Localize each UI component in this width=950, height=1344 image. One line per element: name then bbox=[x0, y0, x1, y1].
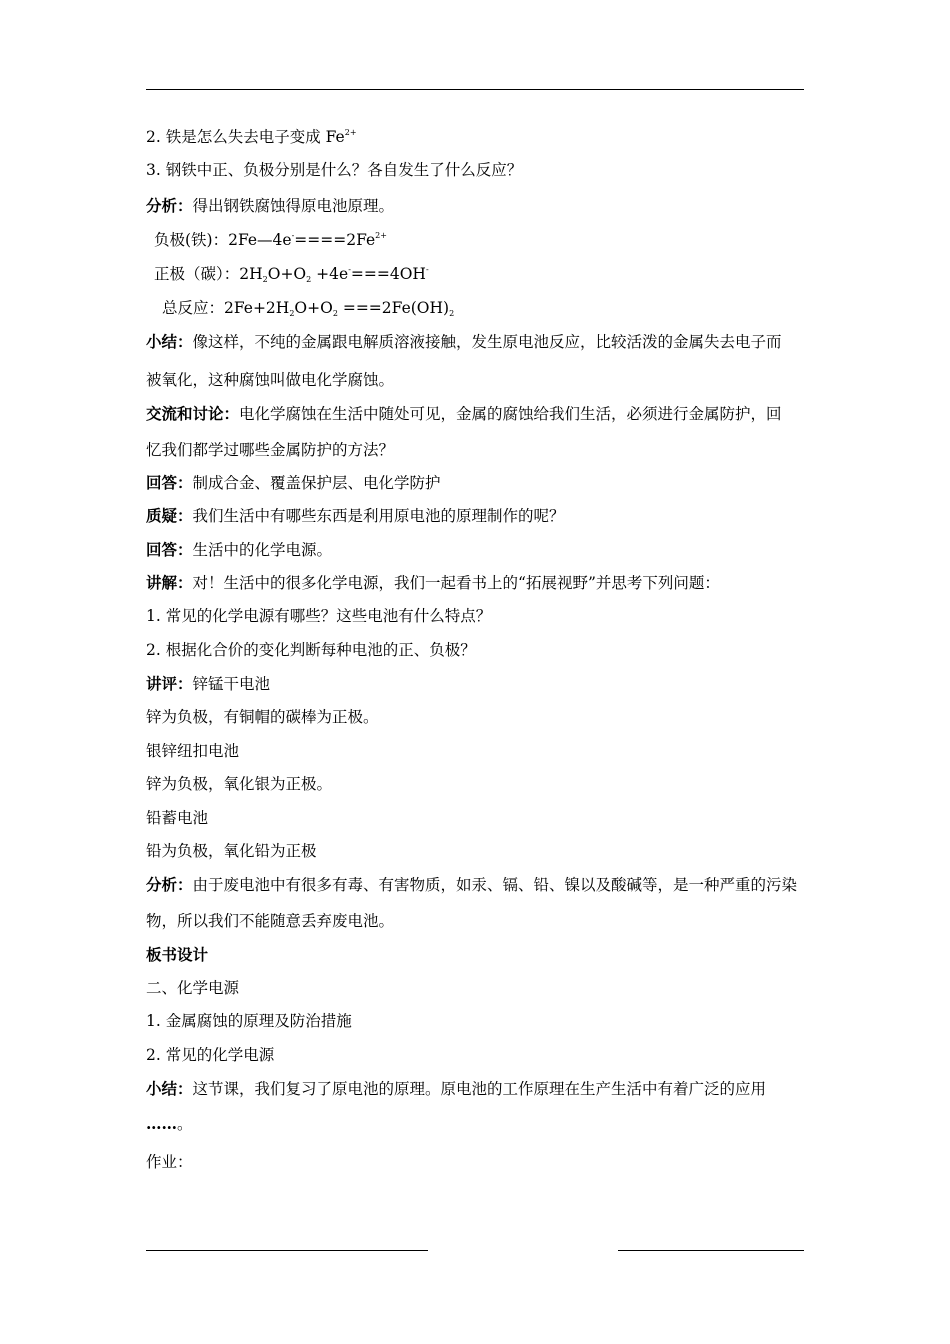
question-3: 3. 钢铁中正、负极分别是什么？各自发生了什么反应？ bbox=[146, 161, 523, 179]
discussion-line-1: 交流和讨论：电化学腐蚀在生活中随处可见，金属的腐蚀给我们生活，必须进行金属防护，回 bbox=[146, 404, 782, 423]
footer-rule-left bbox=[146, 1250, 428, 1251]
total-reaction-equation: 总反应：$2Fe+2H_2O+O_2 ===2Fe(OH)_2$ bbox=[162, 299, 455, 318]
analysis-2-line-2: 物，所以我们不能随意丢弃废电池。 bbox=[146, 912, 395, 930]
comment: 讲评：锌锰干电池 bbox=[146, 674, 271, 693]
answer-2: 回答：生活中的化学电源。 bbox=[146, 540, 333, 559]
board-item-2: 2. 常见的化学电源 bbox=[146, 1046, 275, 1064]
header-rule bbox=[146, 89, 804, 90]
homework: 作业： bbox=[146, 1153, 193, 1171]
explanation: 讲解：对！生活中的很多化学电源，我们一起看书上的“拓展视野”并思考下列问题： bbox=[146, 573, 720, 592]
silver-zinc-battery: 银锌纽扣电池 bbox=[146, 742, 240, 760]
summary-2-line-1: 小结：这节课，我们复习了原电池的原理。原电池的工作原理在生产生活中有着广泛的应用 bbox=[146, 1079, 767, 1098]
board-item-1: 1. 金属腐蚀的原理及防治措施 bbox=[146, 1012, 352, 1030]
problem-2: 2. 根据化合价的变化判断每种电池的正、负极？ bbox=[146, 641, 476, 659]
problem-1: 1. 常见的化学电源有哪些？这些电池有什么特点？ bbox=[146, 607, 492, 625]
answer-1: 回答：制成合金、覆盖保护层、电化学防护 bbox=[146, 473, 441, 492]
question-2: 2. 铁是怎么失去电子变成 $Fe^{2+}$ bbox=[146, 128, 357, 146]
board-design-heading: 板书设计 bbox=[146, 945, 209, 964]
zinc-manganese-note: 锌为负极，有铜帽的碳棒为正极。 bbox=[146, 708, 379, 726]
doubt-question: 质疑：我们生活中有哪些东西是利用原电池的原理制作的呢？ bbox=[146, 506, 565, 525]
analysis-1: 分析：得出钢铁腐蚀得原电池原理。 bbox=[146, 196, 395, 215]
positive-electrode-equation: 正极（碳）：$2H_2O+O_2 +4e^-===4OH^-$ bbox=[154, 265, 429, 284]
footer-rule-right bbox=[618, 1250, 804, 1251]
silver-zinc-note: 锌为负极，氧化银为正极。 bbox=[146, 775, 333, 793]
negative-electrode-equation: 负极(铁)：$2Fe—4e^-====2Fe^{2+}$ bbox=[154, 231, 387, 249]
board-item-title: 二、化学电源 bbox=[146, 979, 240, 997]
lead-acid-note: 铅为负极，氧化铅为正极 bbox=[146, 842, 317, 860]
summary-2-line-2: ……。 bbox=[146, 1114, 193, 1133]
summary-1-line-1: 小结：像这样，不纯的金属跟电解质溶液接触，发生原电池反应，比较活泼的金属失去电子而 bbox=[146, 332, 782, 351]
lead-acid-battery: 铅蓄电池 bbox=[146, 809, 209, 827]
analysis-2-line-1: 分析：由于废电池中有很多有毒、有害物质，如汞、镉、铅、镍以及酸碱等，是一种严重的污染 bbox=[146, 875, 798, 894]
discussion-line-2: 忆我们都学过哪些金属防护的方法？ bbox=[146, 441, 395, 459]
summary-1-line-2: 被氧化，这种腐蚀叫做电化学腐蚀。 bbox=[146, 371, 395, 389]
